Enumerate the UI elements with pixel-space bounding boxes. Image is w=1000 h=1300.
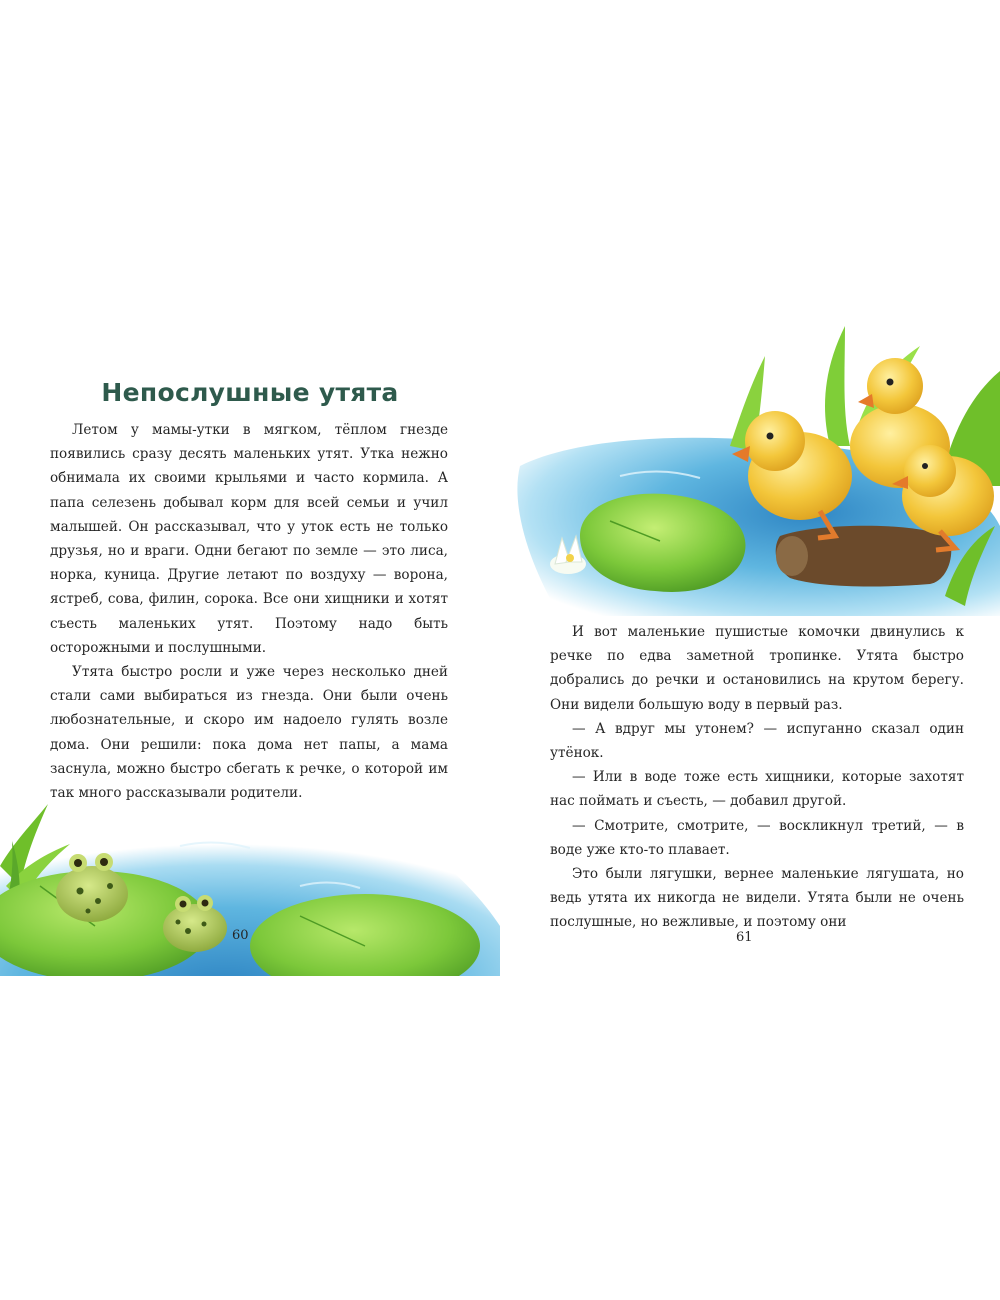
paragraph: — А вдруг мы утонем? — испуганно сказал один утёнок. (550, 720, 964, 762)
page-number-right: 61 (736, 930, 753, 945)
paragraph: Летом у мамы-утки в мягком, тёплом гнезде появились сразу десять маленьких утят. Утка нежно обнимала их своими крыльями и часто кормила. А папа селезень добывал корм для всей семьи и учил малышей. Он рассказывал, что у уток есть не только друзья, но и враги. Одни бегают по земле — это лиса, норка, куница. Другие летают по воздуху — ворона, ястреб, сова, филин, сорока. Все они хищники и хотят съесть маленьких утят. Поэтому надо быть осторожными и послушными. (50, 422, 448, 656)
paragraph: — Или в воде тоже есть хищники, которые захотят нас поймать и съесть, — добавил другой. (550, 769, 964, 810)
paragraph: Утята быстро росли и уже через несколько дней стали сами выбираться из гнезда. Они были очень любознательные, и скоро им надоело гулять возле дома. Они решили: пока дома нет папы, а мама заснула, можно быстро сбегать к речке, о которой им так много рассказывали родители. (50, 664, 448, 802)
left-page (0, 326, 500, 976)
right-page (500, 326, 1000, 976)
paragraph: — Смотрите, смотрите, — воскликнул третий, — в воде уже кто-то плавает. (550, 817, 964, 858)
page-number-left: 60 (232, 928, 249, 943)
story-title: Непослушные утята (101, 378, 399, 407)
paragraph: Это были лягушки, вернее маленькие лягушата, но ведь утята их никогда не видели. Утята были не очень послушные, но вежливые, и поэтому они (550, 866, 964, 931)
right-story-text (550, 620, 964, 935)
left-story-text (50, 418, 448, 805)
paragraph: И вот маленькие пушистые комочки двинулись к речке по едва заметной тропинке. Утята быстро добрались до речки и остановились на крутом берегу. Они видели большую воду в первый раз. (550, 624, 964, 713)
book-spread (0, 326, 1000, 976)
log-icon (776, 526, 952, 587)
